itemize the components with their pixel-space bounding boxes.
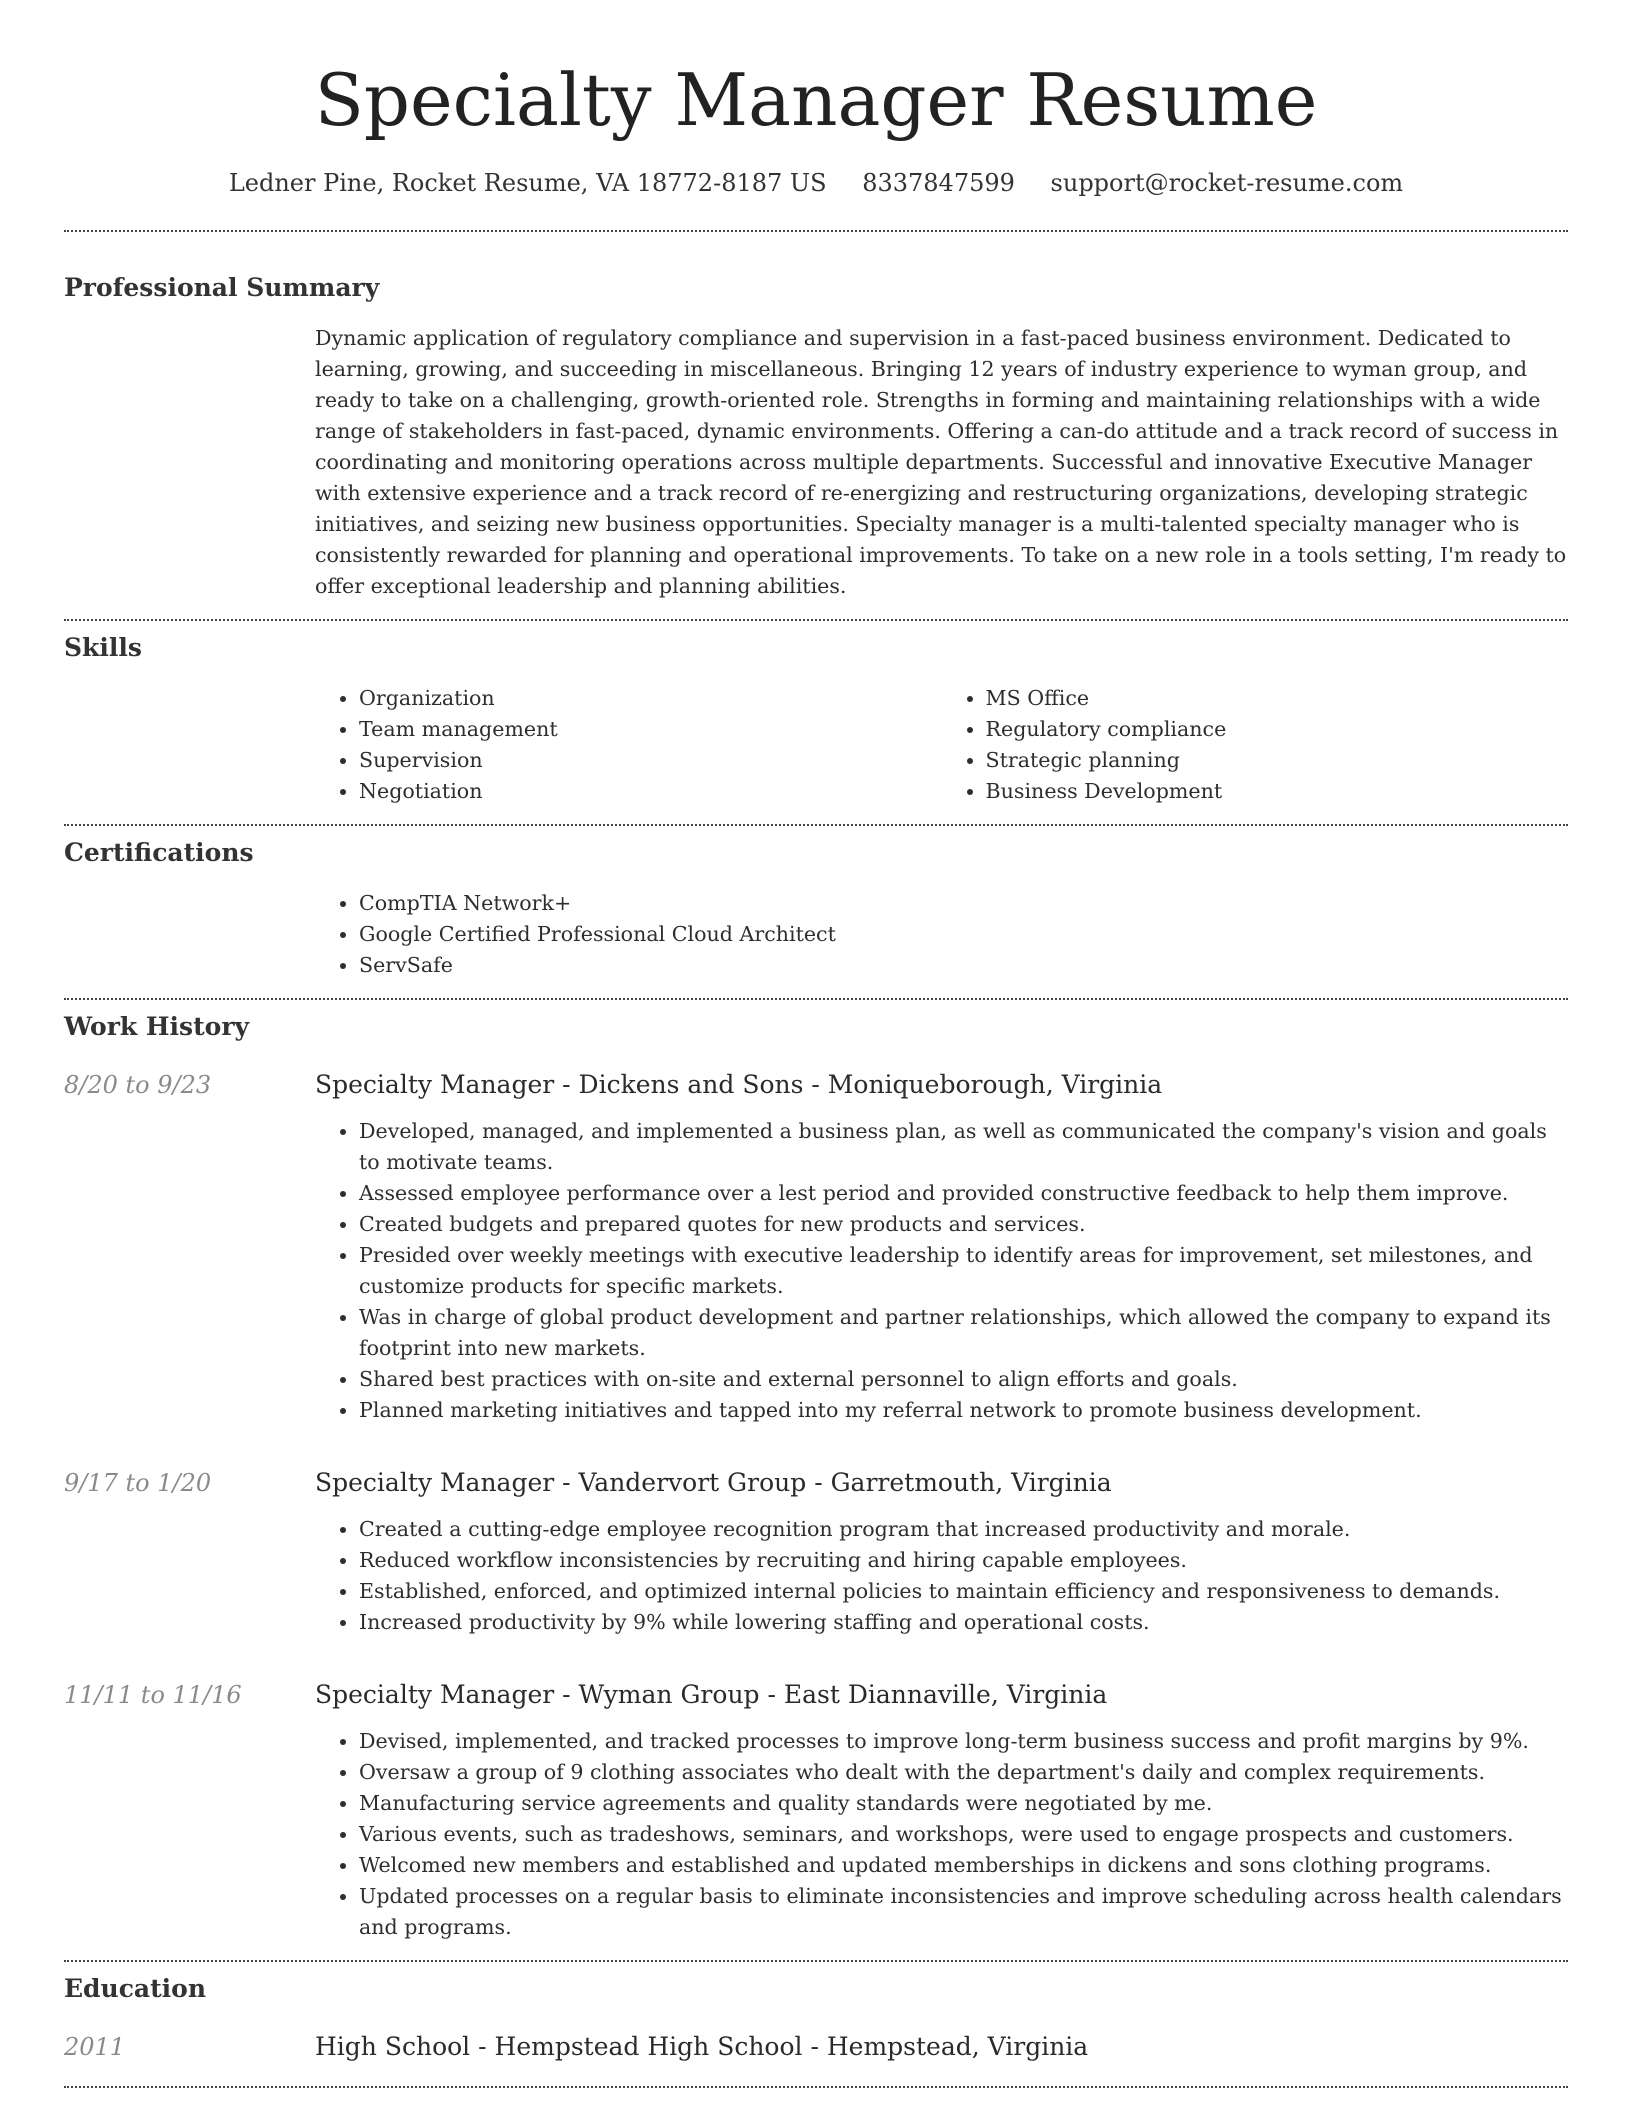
list-item: • Created budgets and prepared quotes for new products and services. bbox=[359, 1209, 1568, 1240]
list-item: • Reduced workflow inconsistencies by recruiting and hiring capable employees. bbox=[359, 1545, 1568, 1576]
work-history-heading: Work History bbox=[64, 1012, 250, 1041]
certifications-heading: Certifications bbox=[64, 838, 254, 867]
list-item: • Welcomed new members and established and updated memberships in dickens and sons clothing programs. bbox=[359, 1850, 1568, 1881]
list-item: • Organization bbox=[359, 683, 942, 714]
education-year: 2011 bbox=[64, 2033, 126, 2061]
job-bullets bbox=[315, 1726, 1568, 1943]
list-item: • Various events, such as tradeshows, seminars, and workshops, were used to engage prospects and customers. bbox=[359, 1819, 1568, 1850]
list-item: • Increased productivity by 9% while lowering staffing and operational costs. bbox=[359, 1607, 1568, 1638]
certifications-section bbox=[64, 826, 1568, 981]
work-history-section bbox=[64, 1000, 1568, 1943]
skills-section bbox=[64, 621, 1568, 807]
list-item: • Updated processes on a regular basis to eliminate inconsistencies and improve scheduling across health calendars and programs. bbox=[359, 1881, 1568, 1943]
job-title: Specialty Manager - Dickens and Sons - Moniqueborough, Virginia bbox=[315, 1070, 1163, 1099]
resume-title: Specialty Manager Resume bbox=[314, 58, 1318, 142]
job-entry bbox=[64, 1678, 1568, 1943]
certifications-list bbox=[315, 888, 1568, 981]
education-heading: Education bbox=[64, 1974, 207, 2003]
list-item: • Regulatory compliance bbox=[986, 714, 1569, 745]
contact-line bbox=[64, 166, 1568, 200]
list-item: • Presided over weekly meetings with executive leadership to identify areas for improvement, set milestones, and customize products for specific markets. bbox=[359, 1240, 1568, 1302]
list-item: • ServSafe bbox=[359, 950, 1568, 981]
list-item: • Created a cutting-edge employee recognition program that increased productivity and morale. bbox=[359, 1514, 1568, 1545]
list-item: • MS Office bbox=[986, 683, 1569, 714]
summary-section bbox=[64, 232, 1568, 602]
certifications-content bbox=[315, 888, 1568, 981]
list-item: • Established, enforced, and optimized internal policies to maintain efficiency and responsiveness to demands. bbox=[359, 1576, 1568, 1607]
list-item: • Shared best practices with on-site and external personnel to align efforts and goals. bbox=[359, 1364, 1568, 1395]
job-dates: 11/11 to 11/16 bbox=[64, 1681, 242, 1709]
summary-heading: Professional Summary bbox=[64, 273, 380, 302]
list-item: • CompTIA Network+ bbox=[359, 888, 1568, 919]
contact-email: support@rocket-resume.com bbox=[1050, 169, 1404, 197]
list-item: • Business Development bbox=[986, 776, 1569, 807]
list-item: • Team management bbox=[359, 714, 942, 745]
list-item: • Oversaw a group of 9 clothing associates who dealt with the department's daily and complex requirements. bbox=[359, 1757, 1568, 1788]
list-item: • Google Certified Professional Cloud Architect bbox=[359, 919, 1568, 950]
skills-list-left bbox=[315, 683, 942, 807]
job-bullets bbox=[315, 1514, 1568, 1638]
contact-address: Ledner Pine, Rocket Resume, VA 18772-8187 US bbox=[228, 169, 827, 197]
list-item: • Developed, managed, and implemented a business plan, as well as communicated the company's vision and goals to motivate teams. bbox=[359, 1116, 1568, 1178]
job-bullets bbox=[315, 1116, 1568, 1426]
list-item: • Devised, implemented, and tracked processes to improve long-term business success and profit margins by 9%. bbox=[359, 1726, 1568, 1757]
education-entry bbox=[64, 2030, 1568, 2064]
job-title: Specialty Manager - Wyman Group - East Diannaville, Virginia bbox=[315, 1680, 1108, 1709]
job-dates: 9/17 to 1/20 bbox=[64, 1469, 212, 1497]
list-item: • Assessed employee performance over a lest period and provided constructive feedback to help them improve. bbox=[359, 1178, 1568, 1209]
list-item: • Strategic planning bbox=[986, 745, 1569, 776]
list-item: • Negotiation bbox=[359, 776, 942, 807]
job-title: Specialty Manager - Vandervort Group - Garretmouth, Virginia bbox=[315, 1468, 1112, 1497]
skills-list-right bbox=[942, 683, 1569, 807]
skills-heading: Skills bbox=[64, 633, 142, 662]
job-list bbox=[64, 1068, 1568, 1943]
education-section bbox=[64, 1962, 1568, 2064]
divider bbox=[64, 2086, 1568, 2088]
education-title: High School - Hempstead High School - Hempstead, Virginia bbox=[315, 2032, 1089, 2061]
contact-phone: 8337847599 bbox=[862, 169, 1015, 197]
summary-text: Dynamic application of regulatory compliance and supervision in a fast-paced business environment. Dedicated to learning, growing, and succeeding in miscellaneous. Bringing 12 years of industry experience to wyman group, and ready to take on a challenging, growth-oriented role. Strengths in forming and maintaining relationships with a wide range of stakeholders in fast-paced, dynamic environments. Offering a can-do attitude and a track record of success in coordinating and monitoring operations across multiple departments. Successful and innovative Executive Manager with extensive experience and a track record of re-energizing and restructuring organizations, developing strategic initiatives, and seizing new business opportunities. Specialty manager is a multi-talented specialty manager who is consistently rewarded for planning and operational improvements. To take on a new role in a tools setting, I'm ready to offer exceptional leadership and planning abilities. bbox=[315, 326, 1567, 598]
list-item: • Was in charge of global product development and partner relationships, which allowed the company to expand its footprint into new markets. bbox=[359, 1302, 1568, 1364]
job-entry bbox=[64, 1466, 1568, 1638]
job-entry bbox=[64, 1068, 1568, 1426]
job-dates: 8/20 to 9/23 bbox=[64, 1071, 212, 1099]
skills-grid bbox=[315, 683, 1568, 807]
list-item: • Manufacturing service agreements and quality standards were negotiated by me. bbox=[359, 1788, 1568, 1819]
list-item: • Supervision bbox=[359, 745, 942, 776]
list-item: • Planned marketing initiatives and tapped into my referral network to promote business development. bbox=[359, 1395, 1568, 1426]
